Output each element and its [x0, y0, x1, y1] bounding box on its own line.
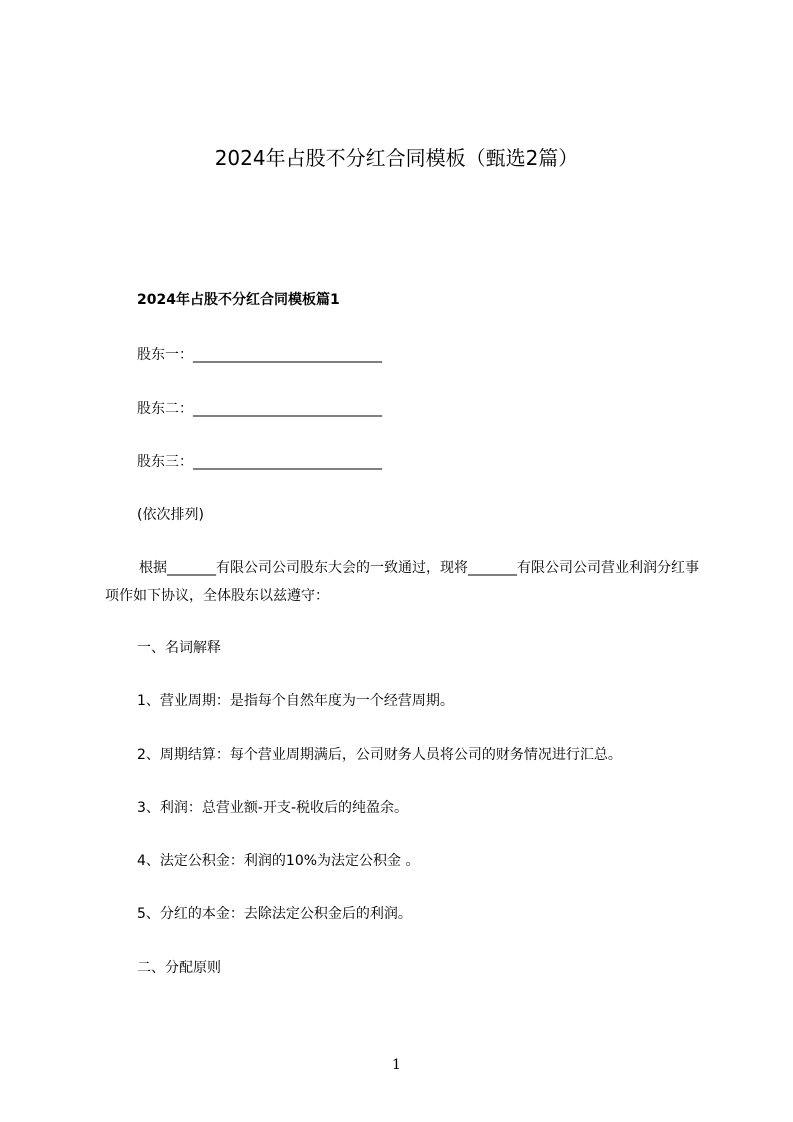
shareholder-one-line: 股东一：___________________________ [137, 347, 382, 363]
definition-item: 3、利润：总营业额-开支-税收后的纯盈余。 [137, 800, 409, 816]
chapter-one-heading: 一、名词解释 [137, 640, 221, 656]
definition-item: 4、法定公积金：利润的10%为法定公积金 。 [137, 853, 420, 869]
shareholder-two-line: 股东二：___________________________ [137, 401, 382, 417]
shareholder-three-line: 股东三：___________________________ [137, 454, 382, 470]
intro-paragraph: 根据_______有限公司公司股东大会的一致通过，现将_______有限公司公司营业利润分红事项作如下协议，全体股东以兹遵守： [105, 560, 699, 604]
document-title: 2024年占股不分红合同模板（甄选2篇） [214, 146, 579, 170]
section-heading: 2024年占股不分红合同模板篇1 [137, 292, 340, 308]
definition-item: 5、分红的本金：去除法定公积金后的利润。 [137, 906, 412, 922]
definition-item: 1、营业周期：是指每个自然年度为一个经营周期。 [137, 693, 454, 709]
page-number: 1 [392, 1057, 401, 1073]
chapter-two-heading: 二、分配原则 [137, 960, 221, 976]
order-note: (依次排列) [137, 507, 204, 523]
definition-item: 2、周期结算：每个营业周期满后，公司财务人员将公司的财务情况进行汇总。 [137, 747, 622, 763]
